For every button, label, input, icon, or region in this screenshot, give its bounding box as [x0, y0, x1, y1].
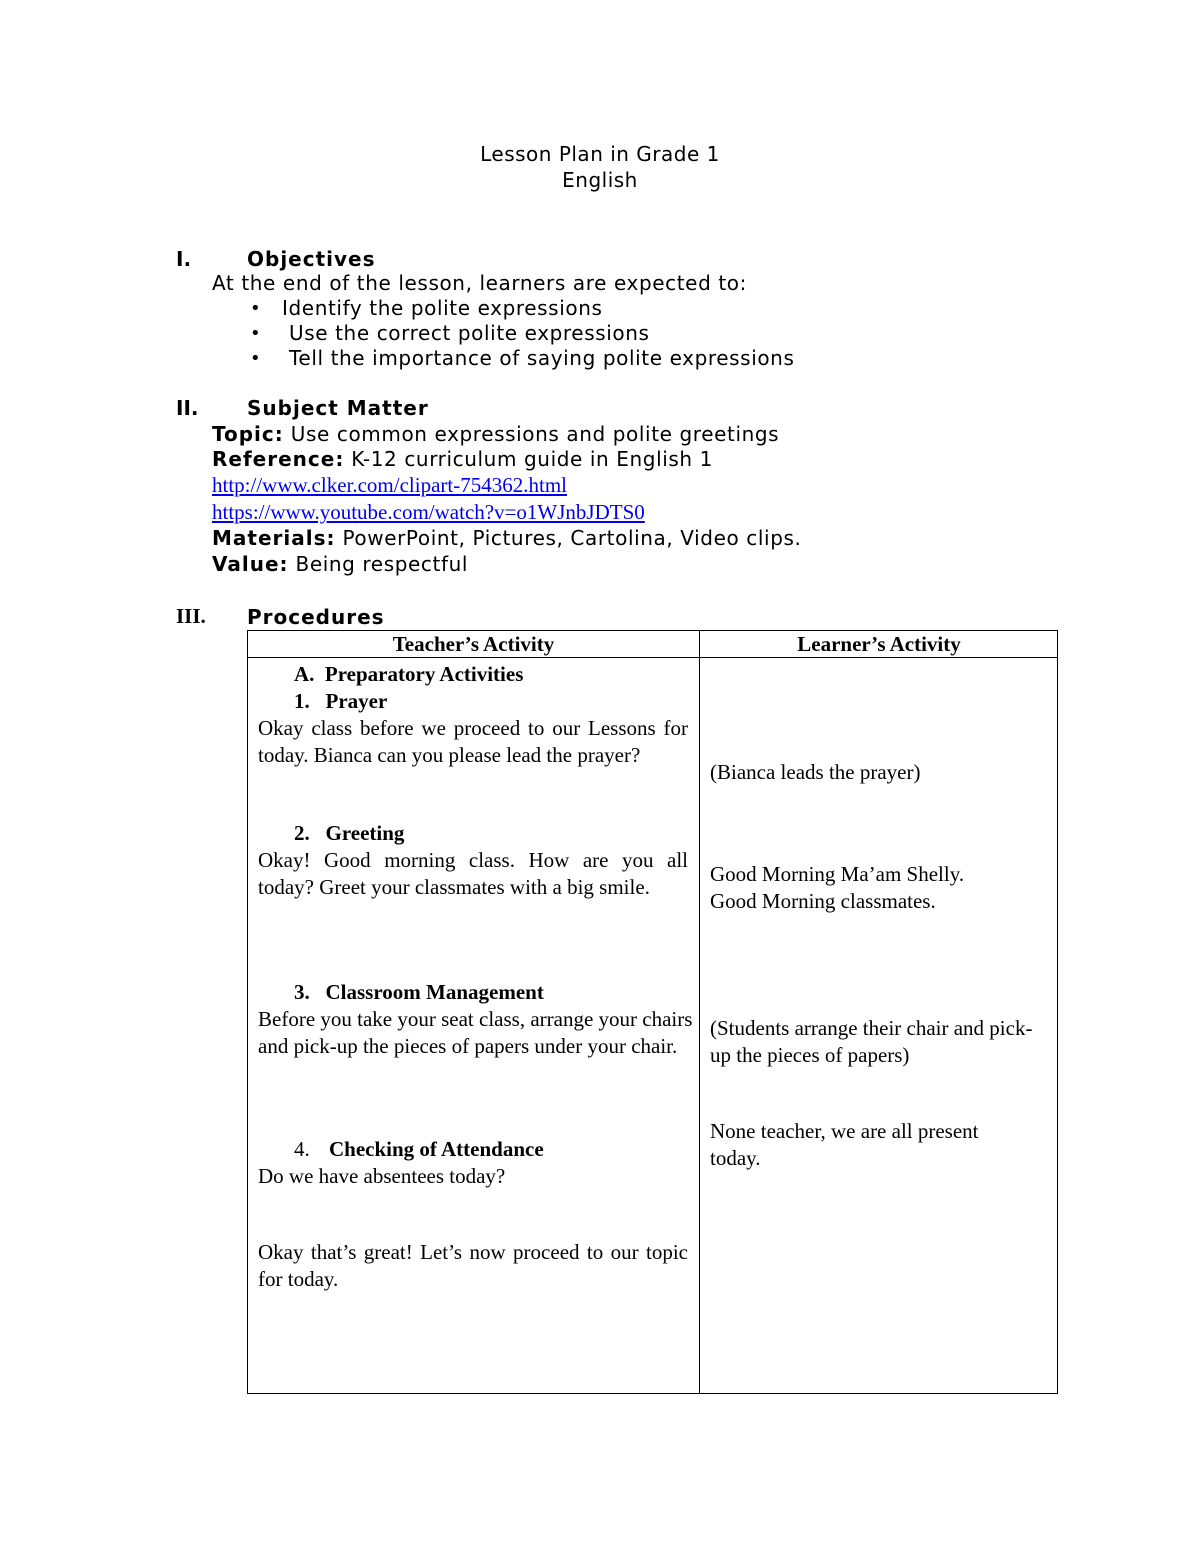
- prayer-text: Okay class before we proceed to our Lessons for today. Bianca can you please lead the prayer?: [258, 716, 688, 767]
- reference-label: Reference:: [212, 447, 345, 471]
- document-title: Lesson Plan in Grade 1: [480, 142, 720, 166]
- greeting-response-1: Good Morning Ma’am Shelly.: [710, 862, 965, 886]
- topic-label: Topic:: [212, 422, 284, 446]
- materials-line: [212, 526, 801, 550]
- management-response: (Students arrange their chair and pick-up the pieces of papers): [710, 1016, 1033, 1067]
- attendance-number: 4.: [294, 1137, 310, 1161]
- greeting-text: Okay! Good morning class. How are you all today? Greet your classmates with a big smile.: [258, 848, 688, 899]
- section-numeral-subject-matter: II.: [176, 396, 199, 420]
- table-header-divider: [248, 657, 1057, 658]
- closing-text: Okay that’s great! Let’s now proceed to our topic for today.: [258, 1240, 688, 1291]
- section-heading-objectives: Objectives: [247, 247, 376, 271]
- attendance-response: None teacher, we are all present today.: [710, 1119, 979, 1170]
- value-line: [212, 552, 468, 576]
- reference-link-youtube[interactable]: https://www.youtube.com/watch?v=o1WJnbJDTS0: [212, 500, 645, 524]
- attendance-title: Checking of Attendance: [329, 1137, 544, 1161]
- bullet-icon: •: [250, 298, 261, 319]
- objective-item: Identify the polite expressions: [282, 296, 603, 320]
- materials-value: PowerPoint, Pictures, Cartolina, Video clips.: [342, 526, 802, 550]
- greeting-title: 2. Greeting: [294, 821, 405, 845]
- management-title: 3. Classroom Management: [294, 980, 544, 1004]
- procedures-table: [247, 630, 1058, 1394]
- table-header-teacher: Teacher’s Activity: [392, 632, 555, 656]
- management-text: Before you take your seat class, arrange your chairs and pick-up the pieces of papers under your chair.: [258, 1007, 693, 1058]
- attendance-text: Do we have absentees today?: [258, 1164, 506, 1188]
- reference-value: K-12 curriculum guide in English 1: [351, 447, 713, 471]
- section-numeral-objectives: I.: [176, 247, 192, 271]
- document-subject: English: [562, 168, 638, 192]
- objectives-intro: At the end of the lesson, learners are expected to:: [212, 271, 747, 295]
- section-heading-subject-matter: Subject Matter: [247, 396, 429, 420]
- value-value: Being respectful: [295, 552, 469, 576]
- prayer-title: 1. Prayer: [294, 689, 388, 713]
- objective-item: Use the correct polite expressions: [289, 321, 650, 345]
- table-column-divider: [699, 631, 700, 1393]
- section-heading-procedures: Procedures: [247, 605, 385, 629]
- topic-value: Use common expressions and polite greetings: [290, 422, 780, 446]
- section-a-title: A. Preparatory Activities: [294, 662, 524, 686]
- table-header-learner: Learner’s Activity: [797, 632, 961, 656]
- value-label: Value:: [212, 552, 289, 576]
- reference-link-clker[interactable]: http://www.clker.com/clipart-754362.html: [212, 473, 567, 497]
- materials-label: Materials:: [212, 526, 336, 550]
- topic-line: [212, 422, 779, 446]
- prayer-response: (Bianca leads the prayer): [710, 760, 921, 784]
- reference-line: [212, 447, 713, 471]
- section-numeral-procedures: III.: [176, 604, 206, 628]
- greeting-response-2: Good Morning classmates.: [710, 889, 936, 913]
- bullet-icon: •: [250, 323, 261, 344]
- bullet-icon: •: [250, 348, 261, 369]
- objective-item: Tell the importance of saying polite expressions: [289, 346, 795, 370]
